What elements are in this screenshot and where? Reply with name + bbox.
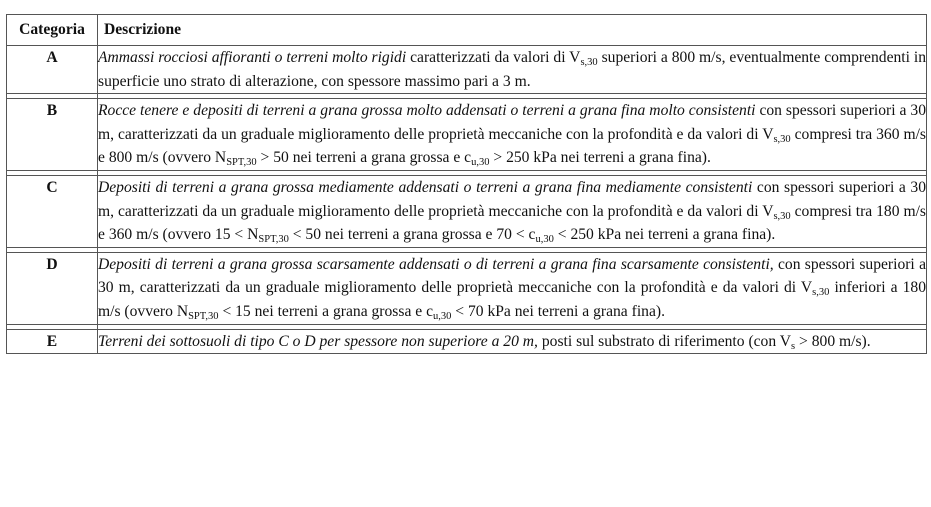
description-text: superiori a 800 m/s, eventualmente comprendenti in superficie uno strato di alterazione, con spessore massimo pari a 3 m. <box>98 49 926 90</box>
category-cell: E <box>7 329 98 354</box>
soil-category-table <box>6 14 927 354</box>
subscript: SPT,30 <box>226 157 257 169</box>
description-cell <box>98 252 927 324</box>
subscript: SPT,30 <box>258 234 289 246</box>
subscript: s,30 <box>773 133 791 145</box>
description-italic: Depositi di terreni a grana grossa scarsamente addensati o di terreni a grana fina scarsamente consistenti, <box>98 255 774 273</box>
description-text: compresi tra 360 m/s e 800 m/s (ovvero N <box>98 125 926 167</box>
description-cell <box>98 99 927 171</box>
description-text: < 70 kPa nei terreni a grana fina). <box>451 302 665 320</box>
description-text: > 50 nei terreni a grana grossa e c <box>256 149 472 167</box>
subscript: SPT,30 <box>188 310 219 322</box>
subscript: u,30 <box>535 234 554 246</box>
description-text: inferiori a 180 m/s (ovvero N <box>98 279 926 320</box>
header-row <box>7 15 927 46</box>
table-row <box>7 175 927 247</box>
header-description: Descrizione <box>98 15 927 46</box>
table-row <box>7 99 927 171</box>
description-text: compresi tra 180 m/s e 360 m/s (ovvero 15 < N <box>98 202 926 244</box>
description-italic: Terreni dei sottosuoli di tipo C o D per spessore non superiore a 20 m, <box>98 332 538 350</box>
table-row <box>7 46 927 94</box>
description-cell <box>98 46 927 94</box>
description-text: posti sul substrato di riferimento (con V <box>537 332 792 350</box>
subscript: s,30 <box>812 287 830 299</box>
description-cell <box>98 175 927 247</box>
subscript: s,30 <box>580 57 598 68</box>
description-text: con spessori superiori a 30 m, caratterizzati da un graduale miglioramento delle proprietà meccaniche con la profondità e da valori di V <box>98 178 926 220</box>
table-row <box>7 329 927 354</box>
description-text: caratterizzati da valori di V <box>406 49 581 66</box>
category-cell: C <box>7 175 98 247</box>
description-italic: Rocce tenere e depositi di terreni a grana grossa molto addensati o terreni a grana fina molto consistenti <box>98 102 756 120</box>
category-cell: A <box>7 46 98 94</box>
header-category: Categoria <box>7 15 98 46</box>
description-italic: Ammassi rocciosi affioranti o terreni molto rigidi <box>98 49 407 66</box>
category-cell: B <box>7 99 98 171</box>
subscript: s <box>791 340 796 352</box>
table-row <box>7 252 927 324</box>
category-cell: D <box>7 252 98 324</box>
description-text: con spessori superiori a 30 m, caratterizzati da un graduale miglioramento delle proprietà meccaniche con la profondità e da valori di V <box>98 255 926 297</box>
description-text: > 800 m/s). <box>795 332 871 350</box>
description-text: > 250 kPa nei terreni a grana fina). <box>489 149 711 167</box>
description-text: < 250 kPa nei terreni a grana fina). <box>553 226 776 244</box>
description-italic: Depositi di terreni a grana grossa mediamente addensati o terreni a grana fina mediamente consistenti <box>98 178 753 196</box>
description-cell <box>98 329 927 354</box>
description-text: < 50 nei terreni a grana grossa e 70 < c <box>288 226 536 244</box>
description-text: < 15 nei terreni a grana grossa e c <box>218 302 433 320</box>
subscript: s,30 <box>773 210 791 222</box>
description-text: con spessori superiori a 30 m, caratterizzati da un graduale miglioramento delle proprietà meccaniche con la profondità e da valori di V <box>98 102 927 143</box>
subscript: u,30 <box>433 310 452 322</box>
subscript: u,30 <box>471 157 490 169</box>
